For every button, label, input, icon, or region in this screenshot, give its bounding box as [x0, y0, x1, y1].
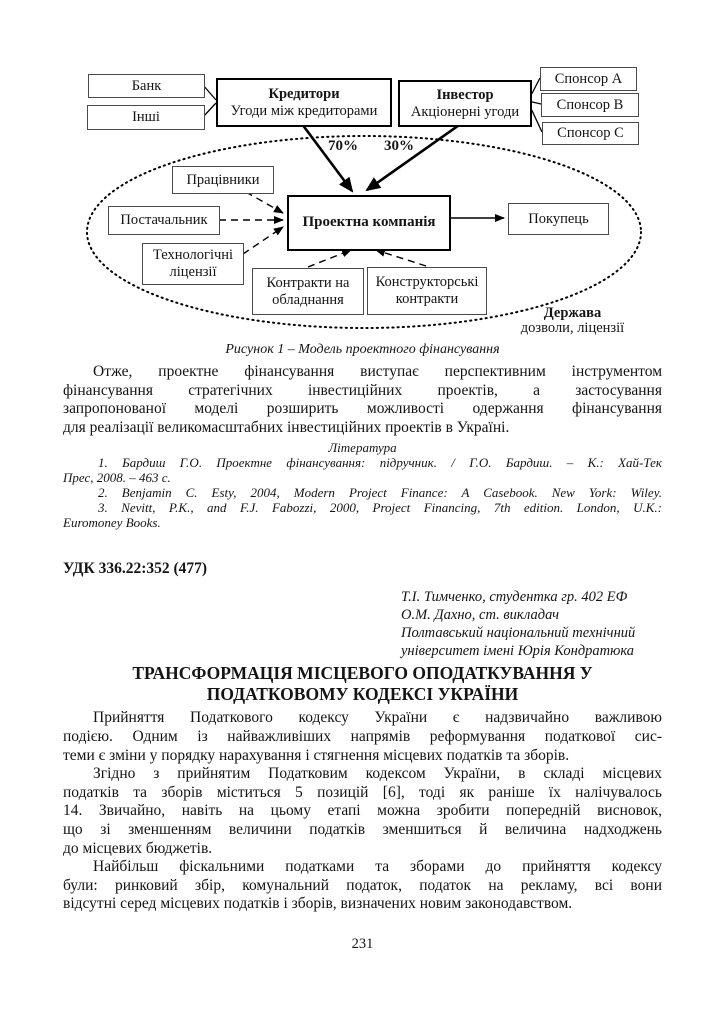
- creditors-subtitle: Угоди між кредиторами: [230, 102, 378, 119]
- paragraph-line: Найбільш фіскальними податками та зборами до прийняття кодексу: [93, 858, 662, 876]
- article-title-line2: ПОДАТКОВОМУ КОДЕКСІ УКРАЇНИ: [206, 683, 519, 704]
- employees-label: Працівники: [186, 171, 260, 188]
- figure-box-project-company: [287, 195, 451, 251]
- paragraph-line: податків та зборів міститься 5 позицій [6], тоді як раніше їх налічувалось: [63, 783, 662, 801]
- paragraph-line: Отже, проектне фінансування виступає перспективним інструментом: [93, 363, 662, 380]
- paragraph-line: Прийняття Податкового кодексу України є надзвичайно важливою: [93, 709, 662, 727]
- article-paragraph-2: [63, 765, 662, 858]
- article-paragraph-3: [63, 858, 662, 914]
- affiliation-line: Полтавський національний технічний: [401, 625, 636, 642]
- share-70: 70%: [328, 138, 358, 154]
- literature-heading: Література: [328, 440, 397, 456]
- page-number: 231: [351, 936, 374, 952]
- figure-box-equipment-contracts: [252, 268, 364, 315]
- figure-box-sponsor-b: [541, 93, 639, 117]
- design-contracts-line1: Конструкторські: [375, 274, 479, 291]
- literature-item: 1. Бардиш Г.О. Проектне фінансування: підручник. / Г.О. Бардиш. – К.: Хай-Тек: [98, 455, 662, 471]
- project-company-label: Проектна компанія: [302, 214, 436, 231]
- equipment-contracts-line1: Контракти на: [266, 274, 350, 291]
- paragraph-line: відсутні серед місцевих податків і зборів, визначених новим законодавством.: [63, 895, 573, 913]
- figure-box-creditors: [216, 78, 392, 127]
- paragraph-line: до місцевих бюджетів.: [63, 839, 213, 857]
- article-title-line1: ТРАНСФОРМАЦІЯ МІСЦЕВОГО ОПОДАТКУВАННЯ У: [132, 663, 593, 684]
- article-paragraph-1: [63, 709, 662, 765]
- literature-item: 2. Benjamin C. Esty, 2004, Modern Project Finance: A Casebook. New York: Wiley.: [98, 485, 662, 501]
- paragraph-line: що зі зменшенням величини податків зменшиться й величина надходжень: [63, 820, 662, 838]
- figure-box-sponsor-a: [540, 67, 637, 91]
- tech-licenses-line2: ліцензії: [169, 264, 217, 280]
- paragraph-line: були: ринковий збір, комунальний податок, податок на рекламу, всі вони: [63, 876, 662, 894]
- figure-box-others: [87, 105, 205, 130]
- author-line: Т.І. Тимченко, студентка гр. 402 ЕФ: [401, 589, 628, 606]
- investor-share-label: [384, 138, 414, 155]
- figure-box-buyer: [508, 203, 609, 235]
- text-body: [63, 342, 662, 914]
- paragraph-line: подією. Одним із найважливіших напрямів реформування податкової сис-: [63, 727, 662, 745]
- state-sublabel: дозволи, ліцензії: [520, 320, 625, 337]
- udc-code: УДК 336.22:352 (477): [63, 560, 208, 578]
- affiliation-line: університет імені Юрія Кондратюка: [401, 643, 635, 660]
- literature-item: Euromoney Books.: [63, 515, 161, 531]
- figure-box-sponsor-c: [542, 122, 639, 145]
- paragraph-line: 14. Звичайно, навіть на цьому етапі можна зробити попередній висновок,: [63, 802, 662, 820]
- figure-box-investor: [398, 80, 532, 127]
- tech-licenses-line1: Технологічні: [152, 247, 234, 264]
- literature-section: [63, 440, 662, 530]
- investor-subtitle: Акціонерні угоди: [410, 103, 520, 120]
- authors-block: [401, 588, 662, 660]
- literature-item: Прес, 2008. – 463 с.: [63, 470, 171, 486]
- creditors-share-label: [328, 138, 358, 155]
- share-30: 30%: [384, 138, 414, 154]
- creditors-title: Кредитори: [268, 85, 340, 102]
- paragraph-line: запропонованої моделі розширить можливості одержання фінансування: [63, 400, 662, 418]
- figure-box-tech-licenses: [142, 243, 244, 285]
- others-label: Інші: [132, 109, 160, 126]
- figure-box-bank: [88, 74, 205, 98]
- sponsor-c-label: Спонсор С: [557, 125, 624, 142]
- buyer-label: Покупець: [528, 210, 589, 227]
- literature-item: 3. Nevitt, P.K., and F.J. Fabozzi, 2000, Project Financing, 7th edition. London, U.K.:: [98, 500, 662, 516]
- paragraph-line: фінансування стратегічних інвестиційних проектів, а застосування: [63, 381, 662, 399]
- figure-box-employees: [172, 166, 274, 194]
- paragraph-line: Згідно з прийнятим Податковим кодексом України, в складі місцевих: [93, 765, 662, 783]
- paragraph-line: теми є зміни у порядку нарахування і стягнення місцевих податків та зборів.: [63, 746, 570, 764]
- article-title: [63, 663, 662, 704]
- paragraph-line: для реалізації великомасштабних інвестиційних проектів в Україні.: [63, 418, 510, 436]
- state-label: Держава: [543, 305, 602, 321]
- bank-label: Банк: [131, 77, 162, 94]
- figure-box-supplier: [108, 206, 220, 235]
- investor-title: Інвестор: [436, 86, 494, 103]
- author-line: О.М. Дахно, ст. викладач: [401, 607, 560, 624]
- figure-project-financing-model: [0, 60, 725, 352]
- figure-box-design-contracts: [367, 267, 487, 315]
- sponsor-b-label: Спонсор В: [556, 96, 624, 113]
- supplier-label: Постачальник: [120, 212, 208, 229]
- figure-caption: Рисунок 1 – Модель проектного фінансування: [225, 342, 500, 357]
- equipment-contracts-line2: обладнання: [272, 291, 344, 308]
- conclusion-paragraph: [63, 363, 662, 437]
- state-label-block: [500, 306, 645, 336]
- sponsor-a-label: Спонсор А: [554, 70, 623, 87]
- design-contracts-line2: контракти: [395, 291, 459, 307]
